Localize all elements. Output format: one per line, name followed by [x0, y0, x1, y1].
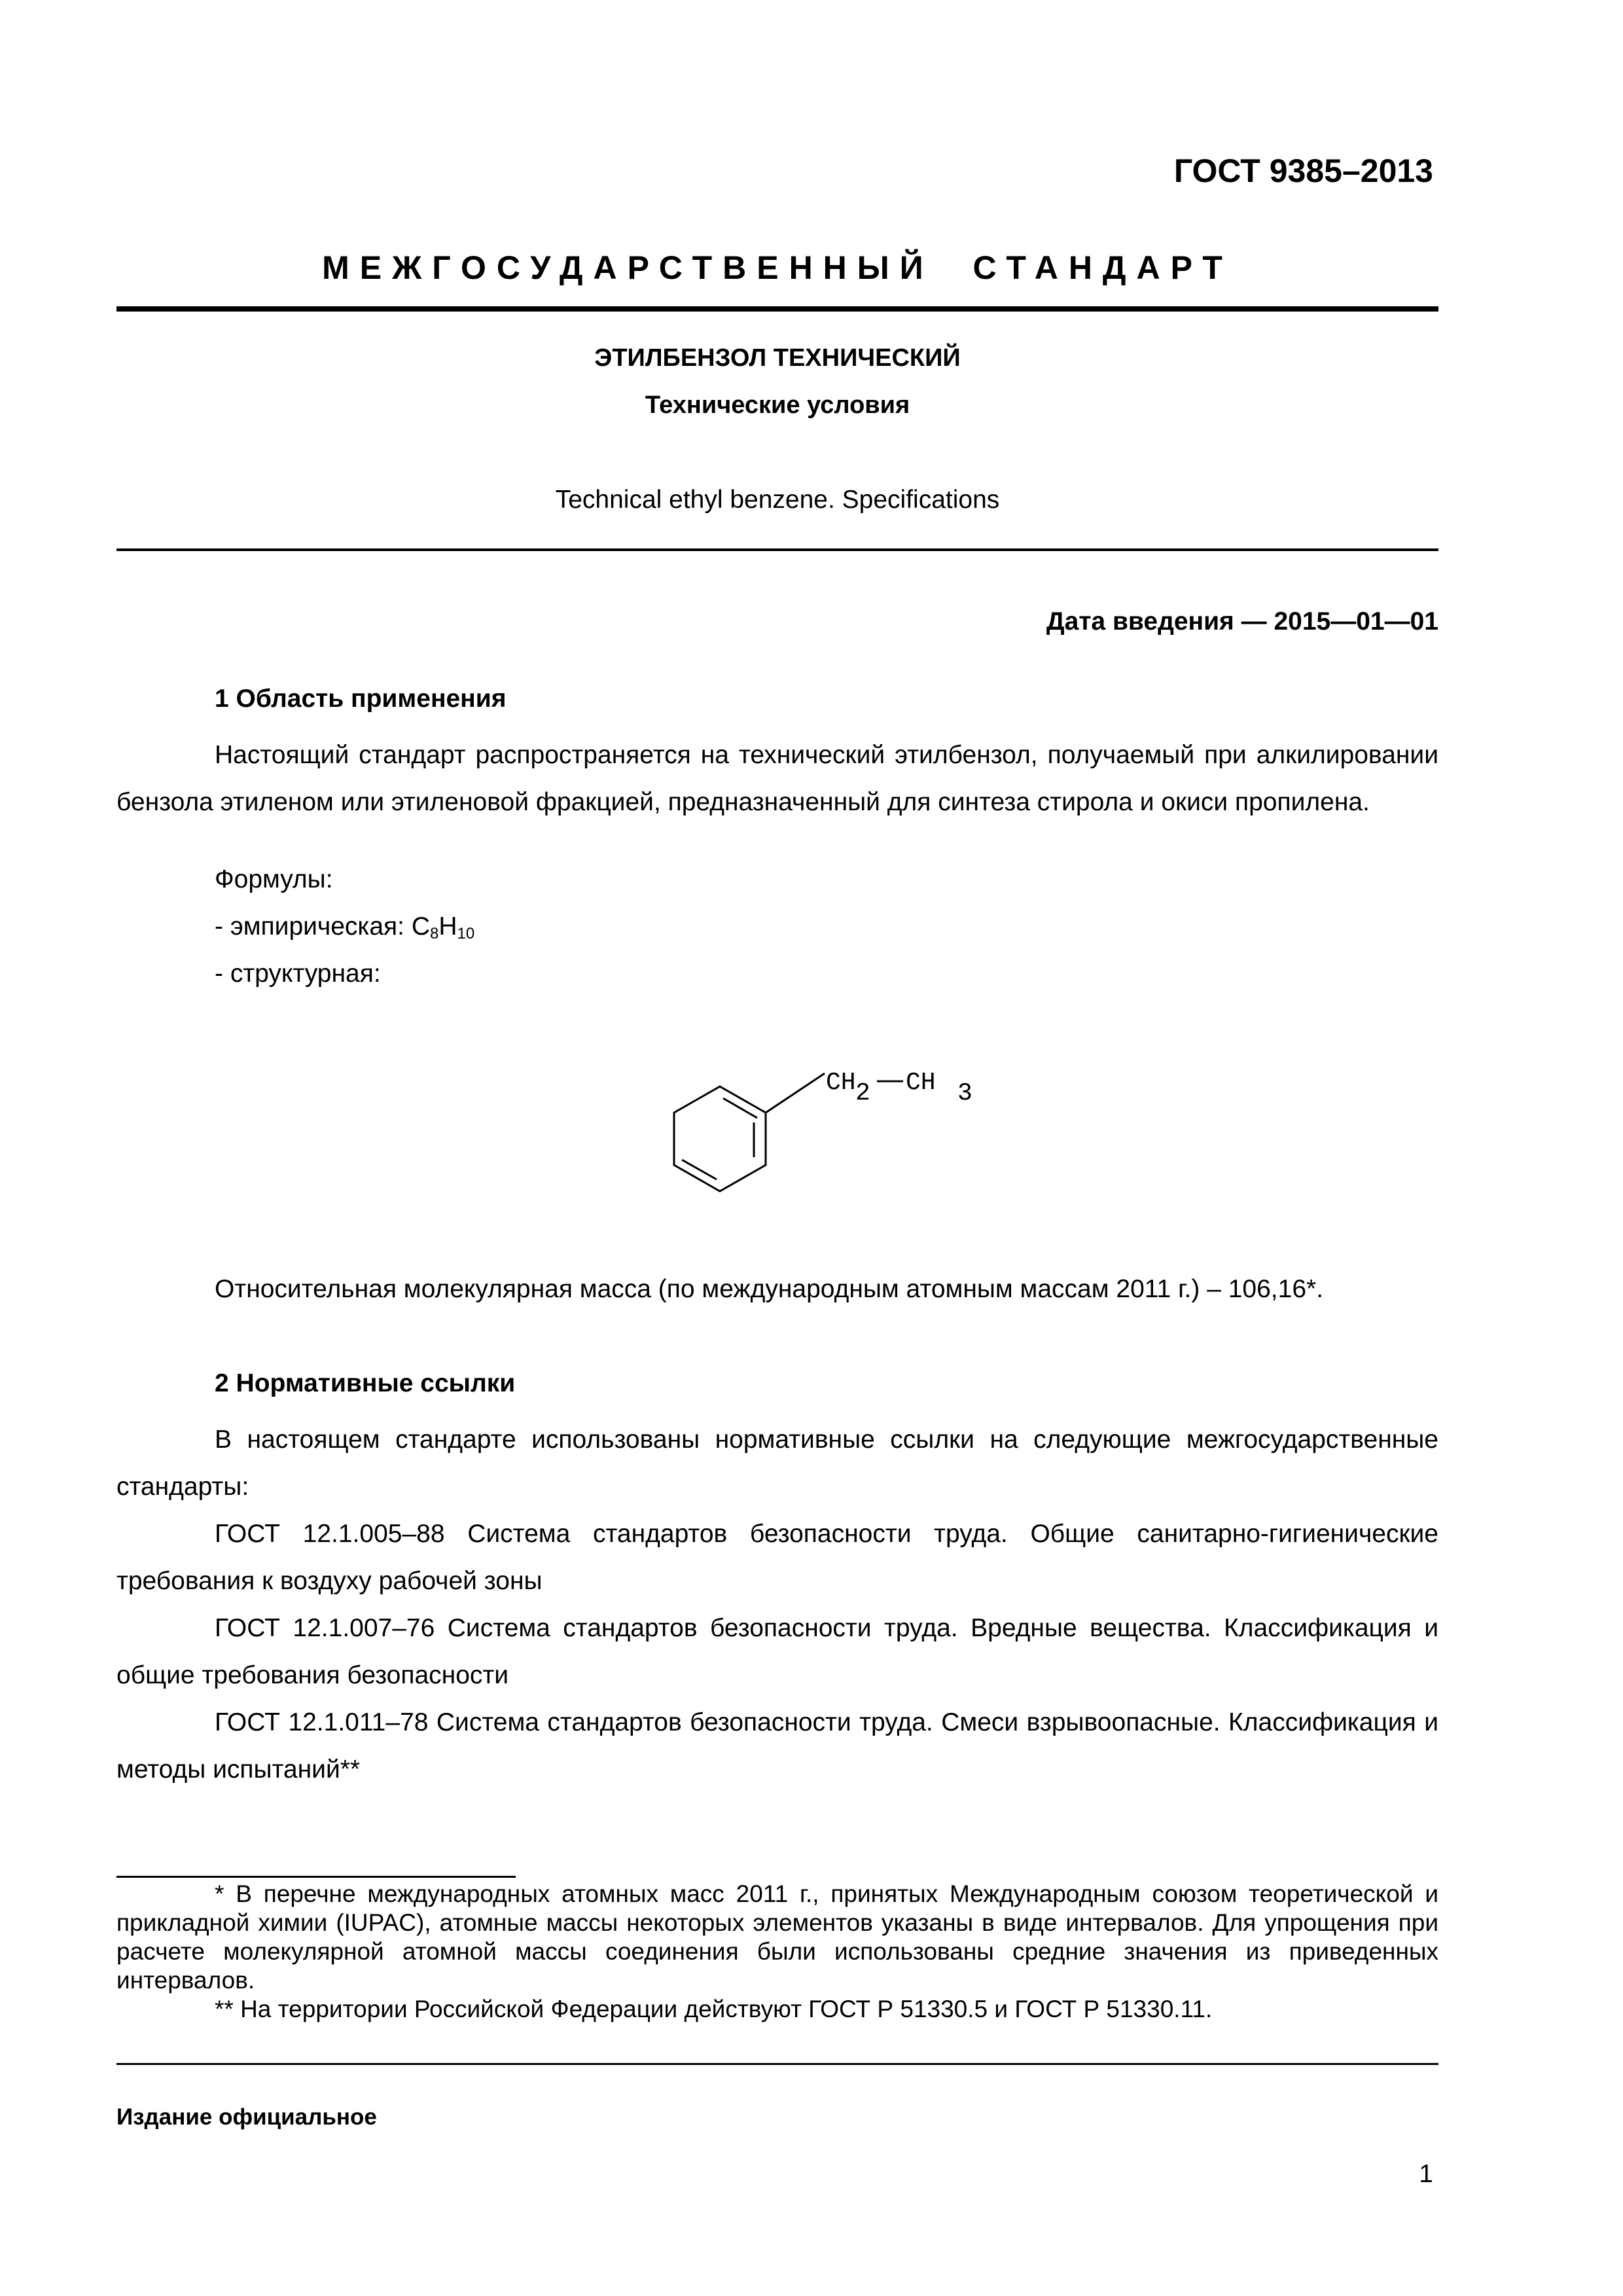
- footnote-item: ** На территории Российской Федерации действуют ГОСТ Р 51330.5 и ГОСТ Р 51330.11.: [215, 1996, 1213, 2022]
- edition-label: Издание официальное: [116, 2104, 377, 2130]
- footnotes: [116, 1880, 1438, 2024]
- page-number: 1: [1419, 2160, 1433, 2188]
- empirical-label: - эмпирическая:: [215, 912, 412, 941]
- title-rule: [116, 548, 1438, 551]
- document-title-english: Technical ethyl benzene. Specifications: [555, 486, 1000, 514]
- section-1-heading: 1 Область применения: [215, 685, 507, 713]
- ch3-group: CH: [906, 1069, 936, 1097]
- structural-label: - структурная:: [215, 960, 381, 988]
- ring-ch2-bond: [766, 1073, 825, 1113]
- carbon-index: 8: [430, 925, 439, 942]
- carbon-symbol: C: [411, 912, 430, 941]
- hydrogen-index: 10: [457, 925, 475, 942]
- empirical-formula: [215, 912, 474, 943]
- ch2-group: CH: [826, 1069, 856, 1097]
- reference-item: ГОСТ 12.1.011–78 Система стандартов безопасности труда. Смеси взрывоопасные. Классификация и методы испытаний**: [116, 1708, 1438, 1784]
- introduction-date: Дата введения — 2015—01—01: [1046, 607, 1438, 636]
- double-bond-1: [723, 1098, 757, 1118]
- ethylbenzene-structure: [576, 1060, 1034, 1230]
- molecular-mass: Относительная молекулярная масса (по международным атомным массам 2011 г.) – 106,16*.: [215, 1275, 1324, 1303]
- standard-code: ГОСТ 9385–2013: [1173, 152, 1433, 189]
- footnote-rule: [116, 1876, 516, 1878]
- reference-item: ГОСТ 12.1.007–76 Система стандартов безопасности труда. Вредные вещества. Классификация и общие требования безопасности: [116, 1614, 1438, 1689]
- section-2-heading: 2 Нормативные ссылки: [215, 1369, 516, 1397]
- ch2-index: 2: [855, 1079, 870, 1107]
- footnote-item: * В перечне международных атомных масс 2011 г., принятых Международным союзом теоретической и прикладной химии (IUPAC), атомные массы некоторых элементов указаны в виде интервалов. Для упрощения при расчете молекулярной атомной массы соединения были использованы средние значения из приведенных интервалов.: [116, 1880, 1438, 1994]
- header-rule: [116, 306, 1438, 312]
- hydrogen-symbol: H: [438, 912, 457, 941]
- reference-item: ГОСТ 12.1.005–88 Система стандартов безопасности труда. Общие санитарно-гигиенические требования к воздуху рабочей зоны: [116, 1520, 1438, 1595]
- benzene-ring: [674, 1086, 766, 1191]
- section-2-body: [116, 1416, 1438, 1793]
- double-bond-3: [682, 1160, 717, 1179]
- references-intro: В настоящем стандарте использованы нормативные ссылки на следующие межгосударственные стандарты:: [116, 1426, 1438, 1501]
- footer-rule: [116, 2063, 1438, 2065]
- section-1-scope: [116, 732, 1438, 826]
- standard-type-heading: МЕЖГОСУДАРСТВЕННЫЙ СТАНДАРТ: [322, 249, 1233, 286]
- ch3-index: 3: [957, 1079, 972, 1107]
- scope-paragraph: Настоящий стандарт распространяется на технический этилбензол, получаемый при алкилировании бензола этиленом или этиленовой фракцией, предназначенный для синтеза стирола и окиси пропилена.: [116, 741, 1438, 816]
- document-title: ЭТИЛБЕНЗОЛ ТЕХНИЧЕСКИЙ: [594, 344, 961, 372]
- formulas-label: Формулы:: [215, 865, 333, 893]
- document-subtitle: Технические условия: [645, 391, 910, 419]
